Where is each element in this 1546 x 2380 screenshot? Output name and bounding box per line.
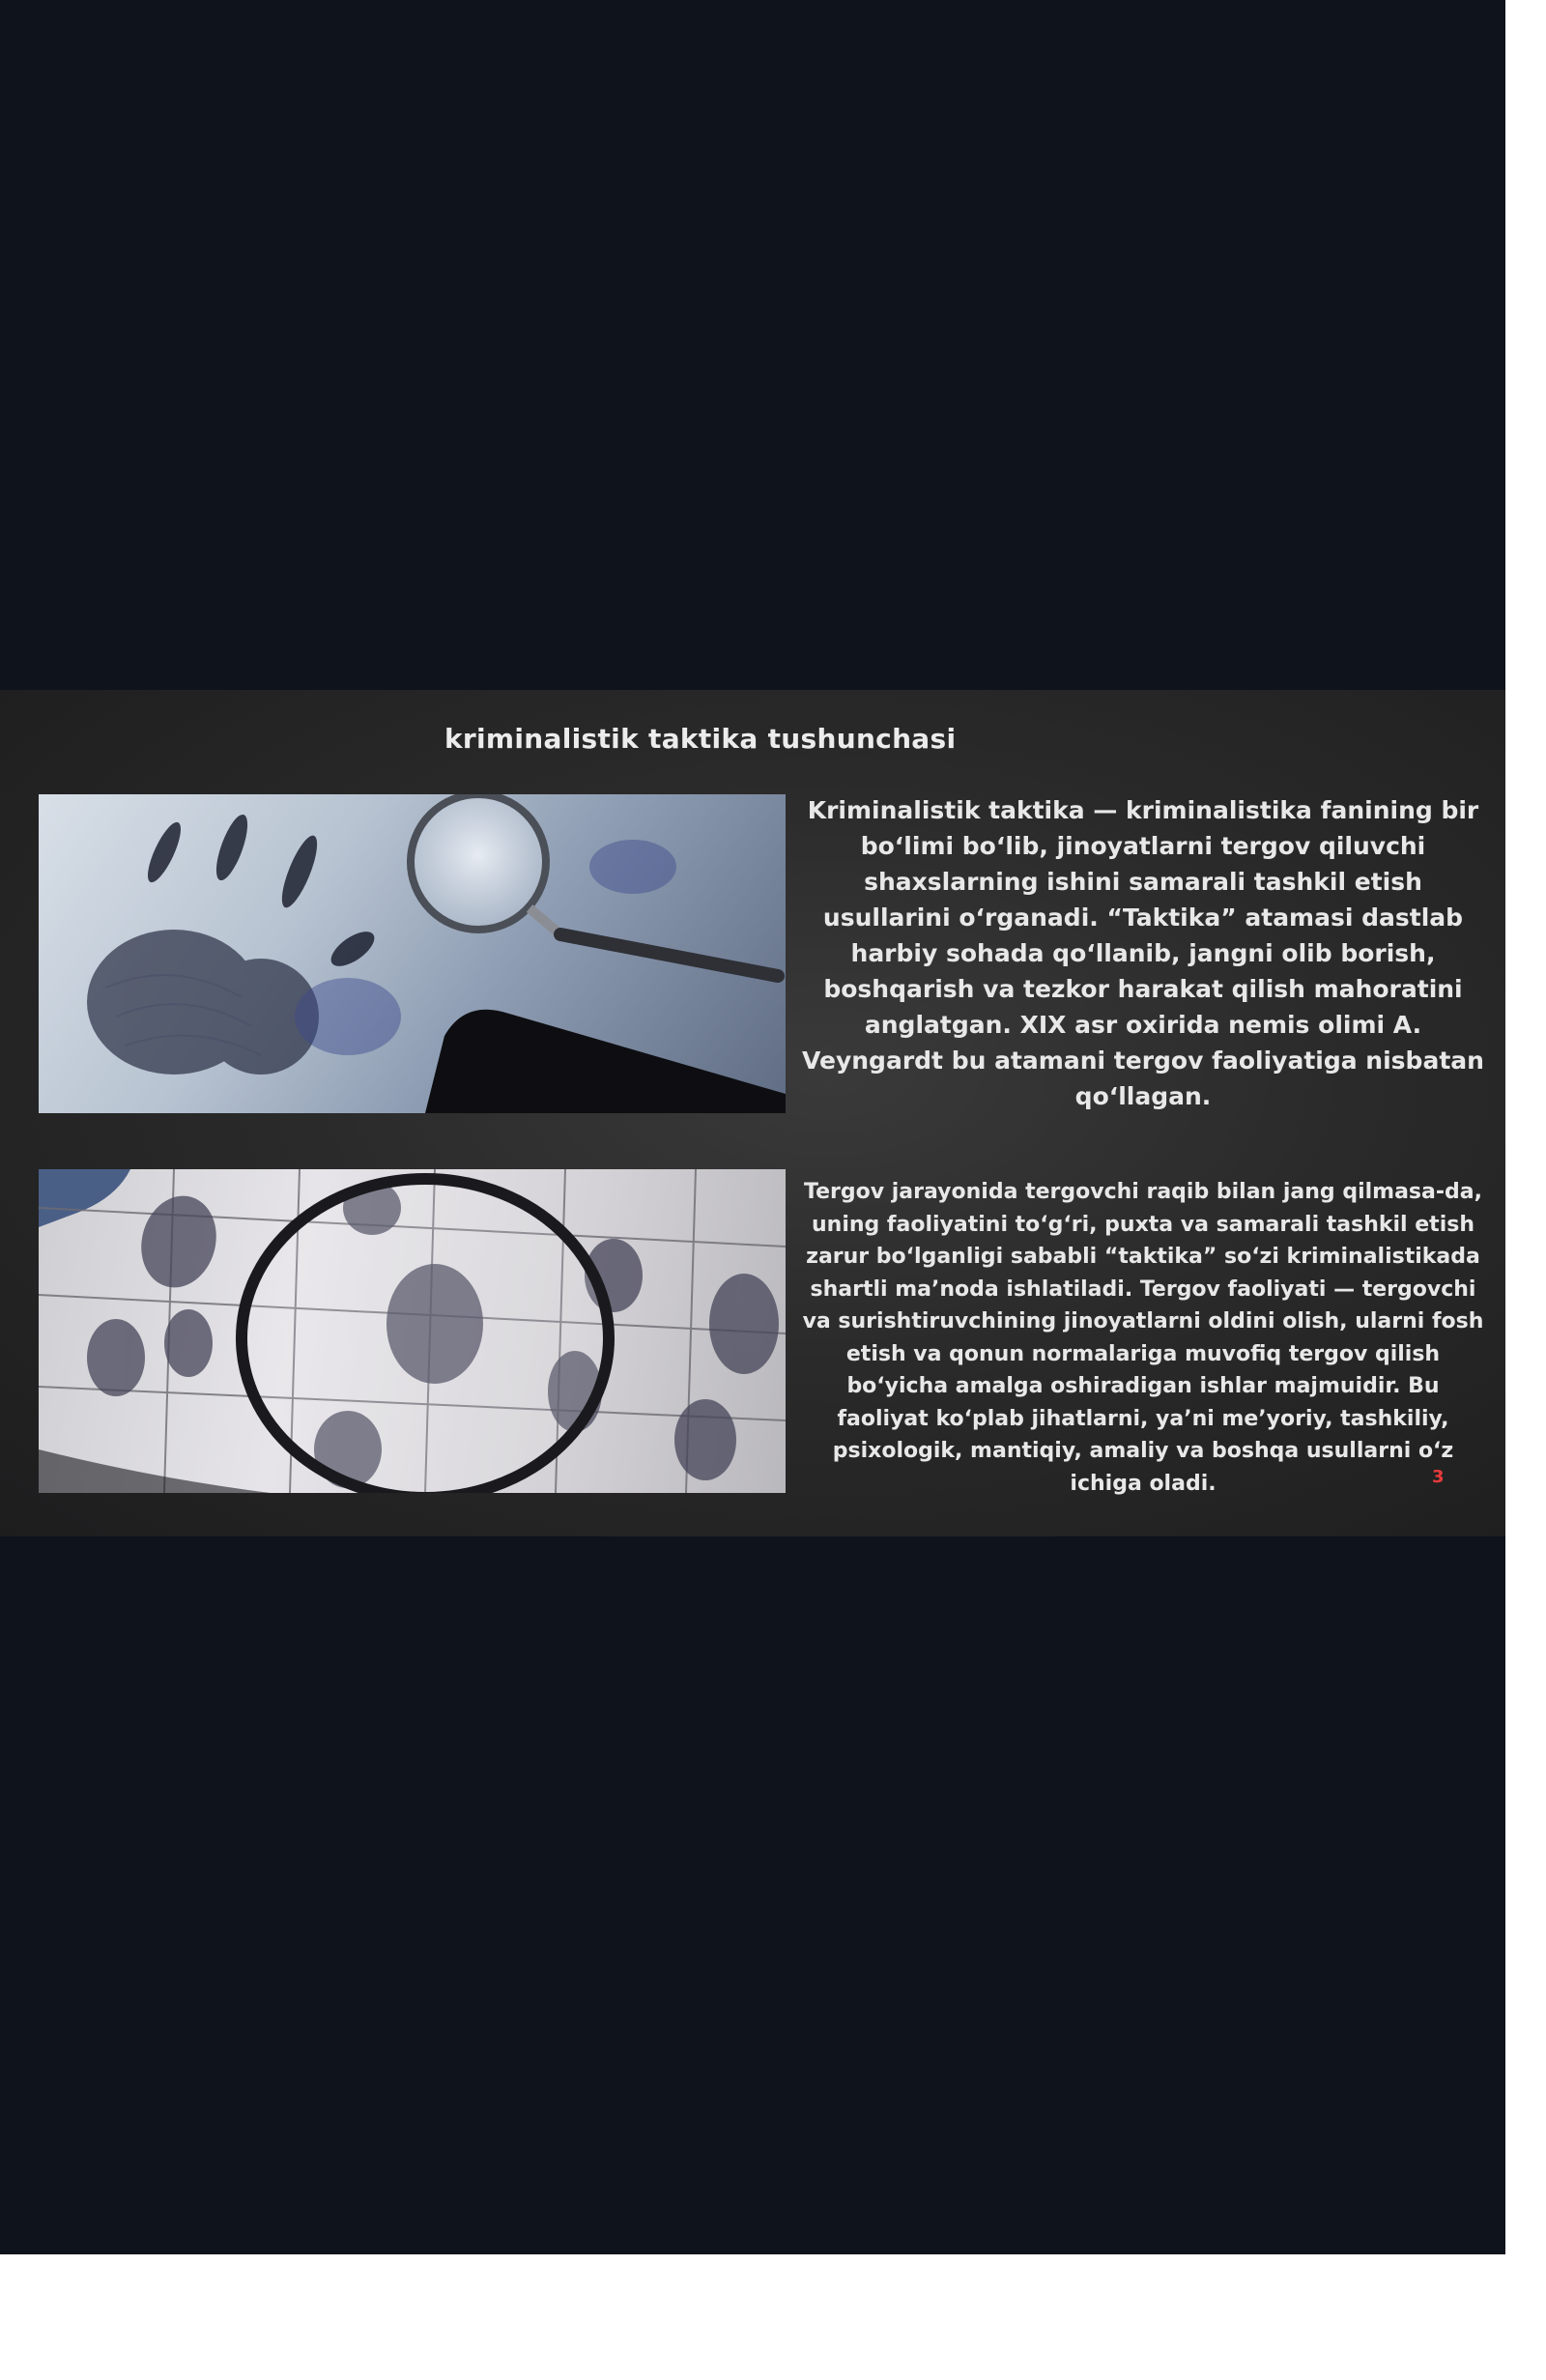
fingerprint-card-magnifier-photo xyxy=(39,1169,786,1493)
paragraph-tergov-faoliyati: Tergov jarayonida tergovchi raqib bilan jang qilmasa-da, uning faoliyatini to‘g‘ri, puxta va samarali tashkil etish zarur bo‘lganligi sababli “taktika” so‘zi kriminalistikada shartli ma’noda ishlatiladi. Tergov faoliyati — tergovchi va surishtiruvchining jinoyatlarni oldini olish, ularni fosh etish va qonun normalariga muvofiq tergov qilish bo‘yicha amalga oshiradigan ishlar majmuidir. Bu faoliyat ko‘plab jihatlarni, ya’ni me’yoriy, tashkiliy, psixologik, mantiqiy, amaliy va boshqa usullarni o‘z ichiga oladi. xyxy=(802,1180,1484,1496)
fingerprint-card-illustration xyxy=(39,1169,786,1493)
handprint-magnifier-photo xyxy=(39,794,786,1113)
slide-title: kriminalistik taktika tushunchasi xyxy=(444,723,957,755)
handprint-illustration xyxy=(39,794,786,1113)
page-number: 3 xyxy=(1432,1467,1445,1487)
paragraph-kriminalistik-taktika: Kriminalistik taktika — kriminalistika fanining bir bo‘limi bo‘lib, jinoyatlarni tergov qiluvchi shaxslarning ishini samarali tashkil etish usullarini o‘rganadi. “Taktika” atamasi dastlab harbiy sohada qo‘llanib, jangni olib borish, boshqarish va tezkor harakat qilish mahoratini anglatgan. XIX asr oxirida nemis olimi A. Veyngardt bu atamani tergov faoliyatiga nisbatan qo‘llagan. xyxy=(802,796,1484,1110)
